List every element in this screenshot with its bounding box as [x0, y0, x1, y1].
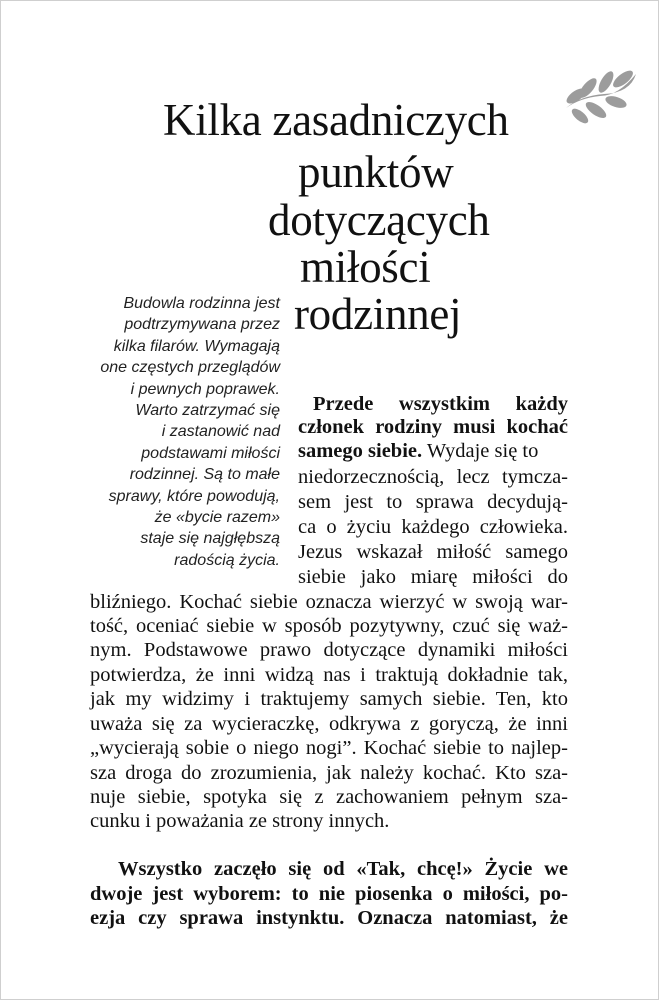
- body-line: dwoje jest wyborem: to nie piosenka o miłości, po-: [90, 883, 568, 905]
- pull-quote-line: Budowla rodzinna jest: [123, 295, 280, 312]
- title-line: miłości: [300, 242, 431, 292]
- pull-quote-line: one częstych przeglądów: [100, 359, 280, 377]
- pull-quote-line: sprawy, które powodują,: [108, 487, 280, 505]
- body-line: członek rodziny musi kochać: [298, 416, 568, 438]
- title-line: punktów: [298, 147, 454, 197]
- pull-quote: [70, 293, 280, 571]
- body-line: sem jest to sprawa decydują-: [298, 491, 568, 513]
- body-line: nym. Podstawowe prawo dotyczące dynamiki miłości: [90, 639, 568, 661]
- pull-quote-line: podtrzymywana przez: [124, 316, 280, 334]
- body-text: Wydaje się to: [422, 440, 539, 462]
- pull-quote-line: że «bycie razem»: [154, 509, 280, 527]
- body-line: [298, 439, 568, 463]
- bold-lead: samego siebie.: [298, 440, 423, 462]
- body-line: potwierdza, że inni widzą nas i traktują dokładnie tak,: [90, 664, 568, 686]
- leaf-branch-icon: [560, 66, 638, 132]
- body-line: ca o życiu każdego człowieka.: [298, 516, 568, 538]
- title-line: Kilka zasadniczych: [163, 95, 509, 145]
- body-line: uważa się za wycieraczkę, odkrywa z goryczą, że inni: [90, 713, 568, 735]
- body-line: „wycierają sobie o niego nogi”. Kochać siebie to najlep-: [90, 737, 568, 759]
- body-line: siebie jako miarę miłości do: [298, 566, 568, 588]
- body-line: niedorzecznością, lecz tymcza-: [298, 466, 568, 488]
- body-line: tość, oceniać siebie w sposób pozytywny, czuć się waż-: [90, 615, 568, 637]
- title-line: dotyczących: [268, 195, 490, 245]
- pull-quote-line: radością życia.: [174, 551, 280, 569]
- pull-quote-line: rodzinnej. Są to małe: [129, 466, 280, 484]
- body-line: Wszystko zaczęło się od «Tak, chcę!» Życie we: [118, 858, 568, 880]
- pull-quote-line: i zastanowić nad: [161, 423, 280, 441]
- body-line: Jezus wskazał miłość samego: [298, 541, 568, 563]
- title-line: rodzinnej: [294, 289, 462, 339]
- pull-quote-line: kilka filarów. Wymagają: [113, 337, 280, 355]
- body-line: nuje siebie, spotyka się z zachowaniem pełnym sza-: [90, 786, 568, 808]
- body-line: bliźniego. Kochać siebie oznacza wierzyć w swoją war-: [90, 591, 568, 613]
- pull-quote-line: podstawami miłości: [141, 444, 280, 462]
- body-line: jak my widzimy i traktujemy samych siebie. Ten, kto: [90, 688, 568, 710]
- body-line: Przede wszystkim każdy: [313, 393, 568, 415]
- body-line: cunku i poważania ze strony innych.: [90, 810, 390, 832]
- pull-quote-line: Warto zatrzymać się: [135, 402, 280, 420]
- body-line: ezja czy sprawa instynktu. Oznacza natomiast, że: [90, 907, 568, 929]
- pull-quote-line: i pewnych poprawek.: [130, 380, 280, 398]
- pull-quote-line: staje się najgłębszą: [140, 530, 280, 548]
- body-line: sza droga do zrozumienia, jak należy kochać. Kto sza-: [90, 762, 568, 784]
